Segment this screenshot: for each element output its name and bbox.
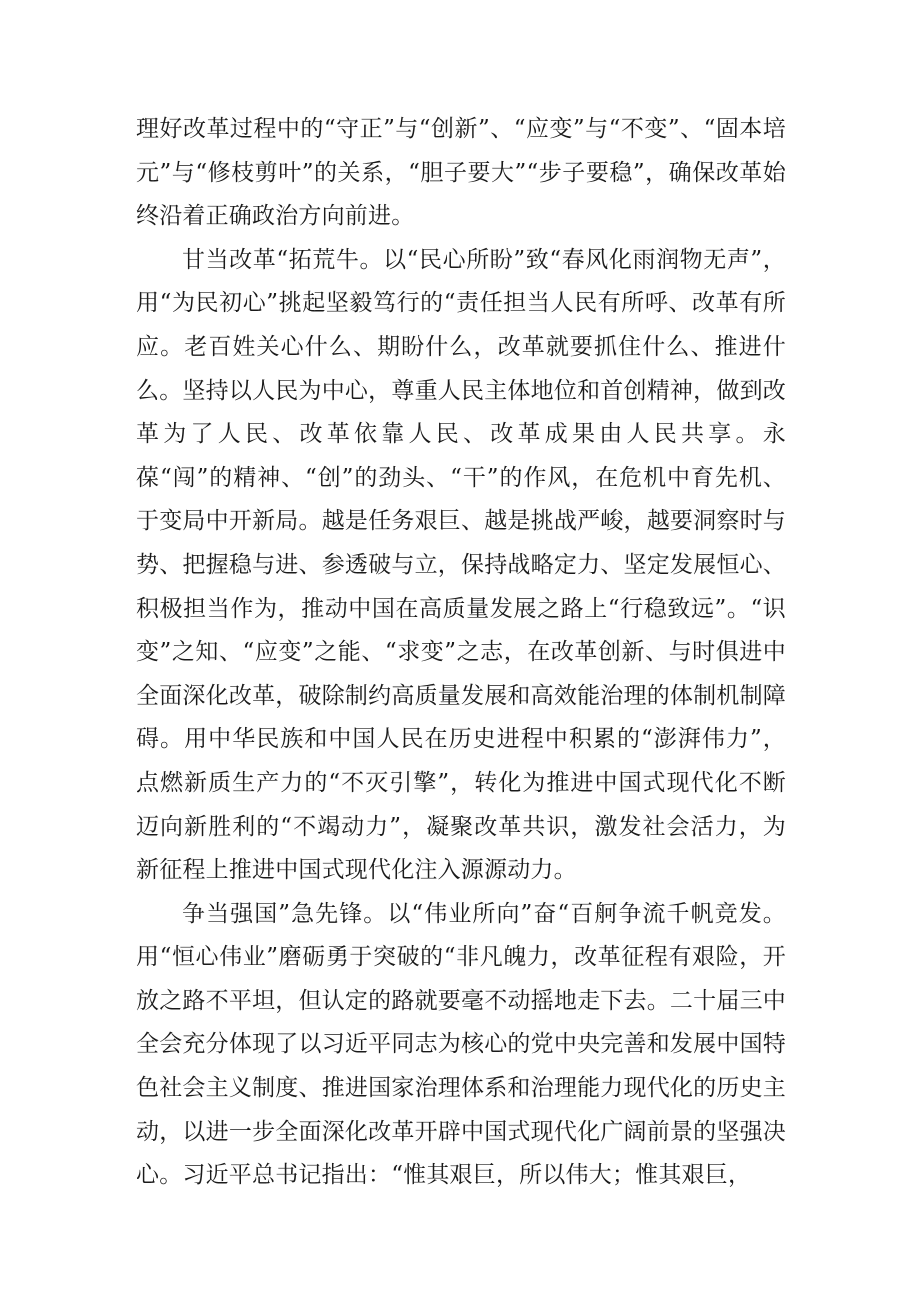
paragraph-1: 理好改革过程中的“守正”与“创新”、“应变”与“不变”、“固本培元”与“修枝剪叶”的关系，“胆子要大”“步子要稳”，确保改革始终沿着正确政治方向前进。 [136,116,786,230]
document-body [136,108,786,1198]
paragraph-2: 甘当改革“拓荒牛。以“民心所盼”致“春风化雨润物无声”，用“为民初心”挑起坚毅笃行的“责任担当人民有所呼、改革有所应。老百姓关心什么、期盼什么，改革就要抓住什么、推进什么。坚持以人民为中心，尊重人民主体地位和首创精神，做到改革为了人民、改革依靠人民、改革成果由人民共享。永葆“闯”的精神、“创”的劲头、“干”的作风，在危机中育先机、于变局中开新局。越是任务艰巨、越是挑战严峻，越要洞察时与势、把握稳与进、参透破与立，保持战略定力、坚定发展恒心、积极担当作为，推动中国在高质量发展之路上“行稳致远”。“识变”之知、“应变”之能、“求变”之志，在改革创新、与时俱进中全面深化改革，破除制约高质量发展和高效能治理的体制机制障碍。用中华民族和中国人民在历史进程中积累的“澎湃伟力”，点燃新质生产力的“不灭引擎”，转化为推进中国式现代化不断迈向新胜利的“不竭动力”，凝聚改革共识，激发社会活力，为新征程上推进中国式现代化注入源源动力。 [136,246,786,884]
paragraph-3: 争当强国”急先锋。以“伟业所向”奋“百舸争流千帆竞发。用“恒心伟业”磨砺勇于突破的“非凡魄力，改革征程有艰险，开放之路不平坦，但认定的路就要毫不动摇地走下去。二十届三中全会充分体现了以习近平同志为核心的党中央完善和发展中国特色社会主义制度、推进国家治理体系和治理能力现代化的历史主动，以进一步全面深化改革开辟中国式现代化广阔前景的坚强决心。习近平总书记指出：“惟其艰巨，所以伟大；惟其艰巨， [136,900,786,1189]
